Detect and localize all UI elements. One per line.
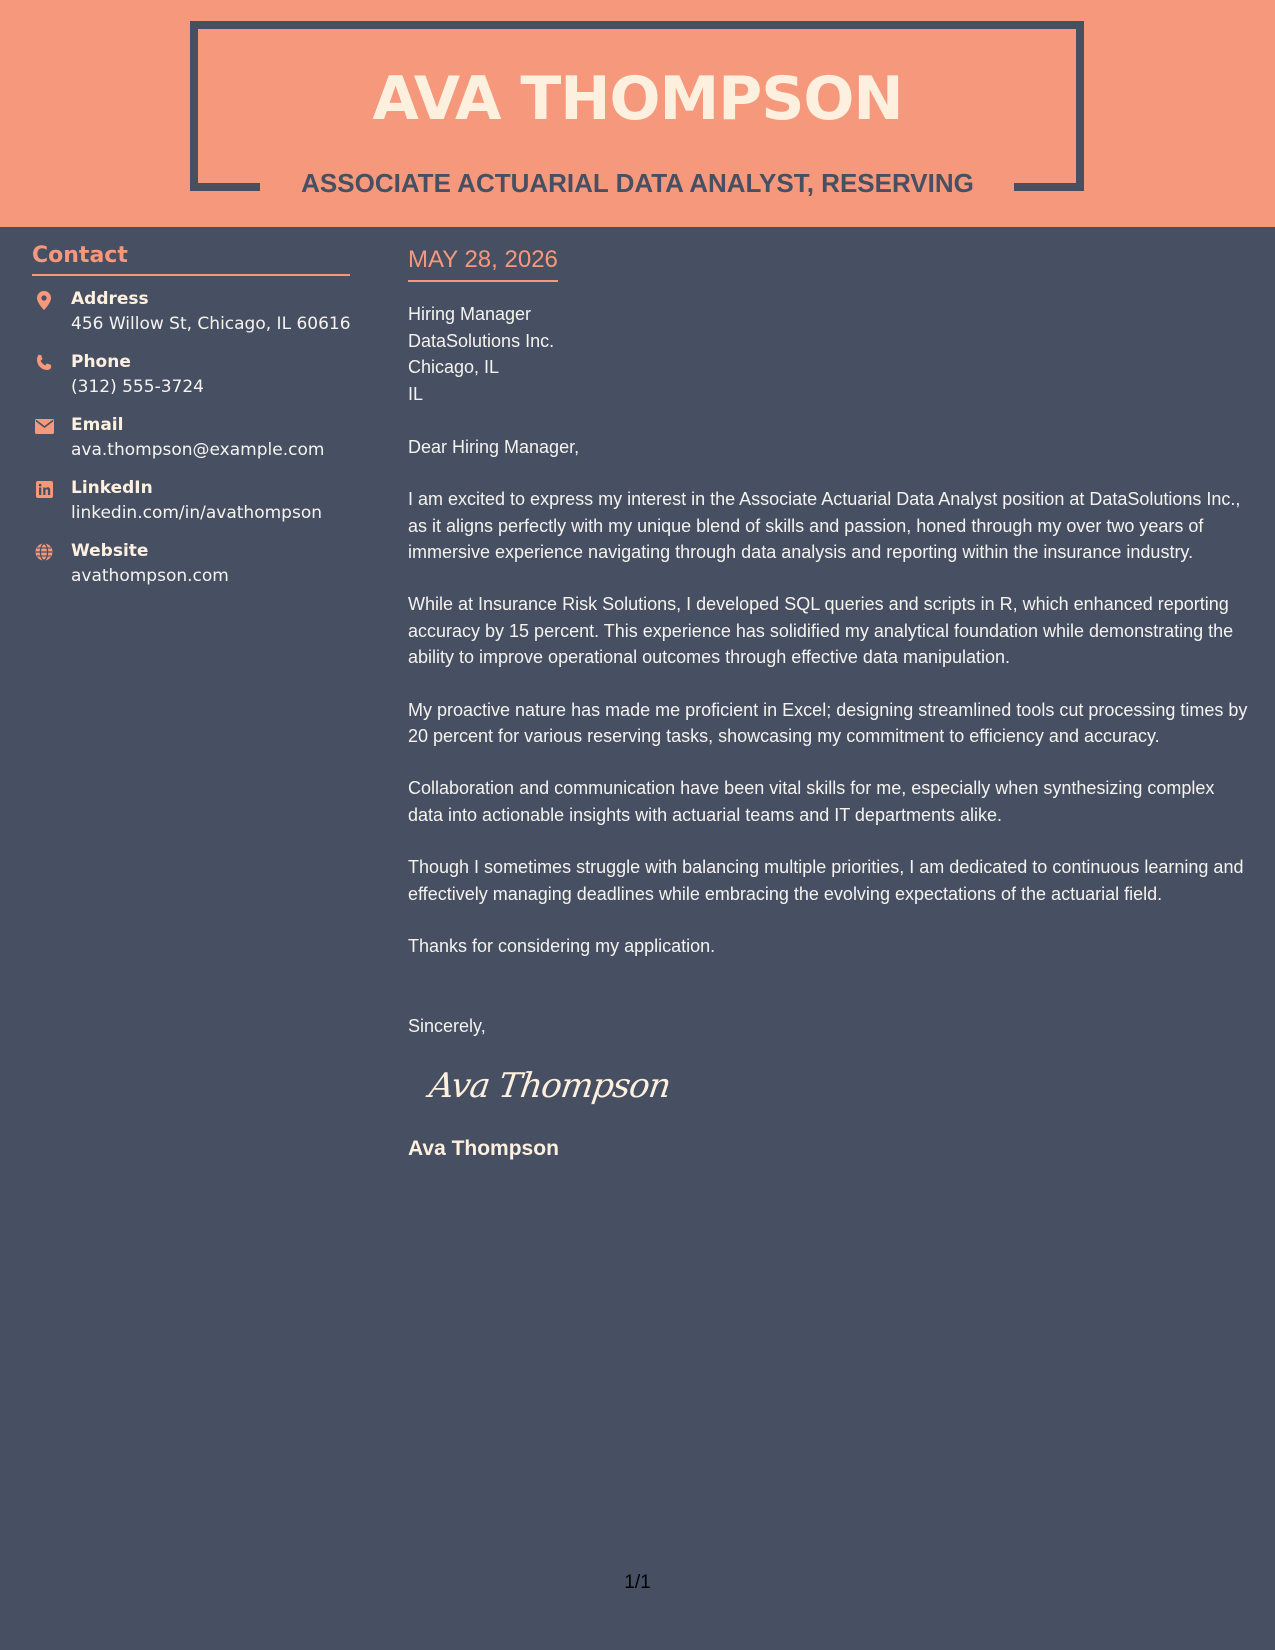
contact-item-email [32, 413, 350, 476]
contact-item-website [32, 539, 350, 602]
contact-label: Website [71, 541, 149, 561]
address-value: 456 Willow St, Chicago, IL 60616 [71, 314, 351, 334]
body-paragraph: Collaboration and communication have been vital skills for me, especially when synthesizing complex data into actionable insights with actuarial teams and IT departments alike. [408, 778, 1215, 825]
linkedin-value[interactable]: linkedin.com/in/avathompson [71, 503, 322, 523]
phone-icon [34, 353, 54, 373]
website-value[interactable]: avathompson.com [71, 566, 229, 586]
contact-heading: Contact [32, 240, 350, 276]
contact-sidebar [32, 240, 350, 602]
letter-body [408, 243, 1248, 1163]
recipient-line: Chicago, IL [408, 357, 500, 378]
header-banner [0, 0, 1275, 227]
frame-border-top [190, 21, 1084, 29]
salutation: Dear Hiring Manager, [408, 436, 580, 457]
contact-label: LinkedIn [71, 478, 153, 498]
body-paragraph: Thanks for considering my application. [408, 936, 716, 957]
recipient-block [408, 301, 1248, 408]
handwritten-signature: Ava Thompson [426, 1065, 673, 1106]
globe-icon [34, 542, 54, 562]
body-paragraph: I am excited to express my interest in the Associate Actuarial Data Analyst position at DataSolutions Inc., as it aligns perfectly with my unique blend of skills and passion, honed through my over two years of immersive experience navigating through data analysis and reporting within the insurance industry. [408, 489, 1241, 563]
contact-item-address [32, 287, 350, 350]
map-pin-icon [34, 290, 54, 310]
closing: Sincerely, [408, 1015, 486, 1036]
contact-label: Phone [71, 352, 131, 372]
recipient-line: Hiring Manager [408, 304, 532, 324]
signer-name: Ava Thompson [408, 1136, 559, 1160]
job-title: ASSOCIATE ACTUARIAL DATA ANALYST, RESERVING [301, 168, 974, 198]
letter-date: MAY 28, 2026 [408, 243, 558, 282]
contact-label: Email [71, 415, 124, 435]
contact-item-phone [32, 350, 350, 413]
contact-item-linkedin [32, 476, 350, 539]
body-paragraph: Though I sometimes struggle with balancing multiple priorities, I am dedicated to continuous learning and effectively managing deadlines while embracing the evolving expectations of the actuarial field. [408, 857, 1244, 904]
recipient-line: IL [408, 384, 424, 405]
recipient-line: DataSolutions Inc. [408, 330, 555, 351]
envelope-icon [34, 416, 54, 436]
phone-value: (312) 555-3724 [71, 377, 204, 397]
email-value[interactable]: ava.thompson@example.com [71, 440, 325, 460]
linkedin-icon [34, 479, 54, 499]
contact-label: Address [71, 289, 149, 309]
body-paragraph: While at Insurance Risk Solutions, I developed SQL queries and scripts in R, which enhanced reporting accuracy by 15 percent. This experience has solidified my analytical foundation while demonstrating the ability to improve operational outcomes through effective data manipulation. [408, 594, 1234, 668]
applicant-name: AVA THOMPSON [372, 64, 903, 134]
body-paragraph: My proactive nature has made me proficient in Excel; designing streamlined tools cut processing times by 20 percent for various reserving tasks, showcasing my commitment to efficiency and accuracy. [408, 699, 1248, 747]
page-number: 1/1 [624, 1572, 651, 1593]
contact-list [32, 287, 350, 602]
